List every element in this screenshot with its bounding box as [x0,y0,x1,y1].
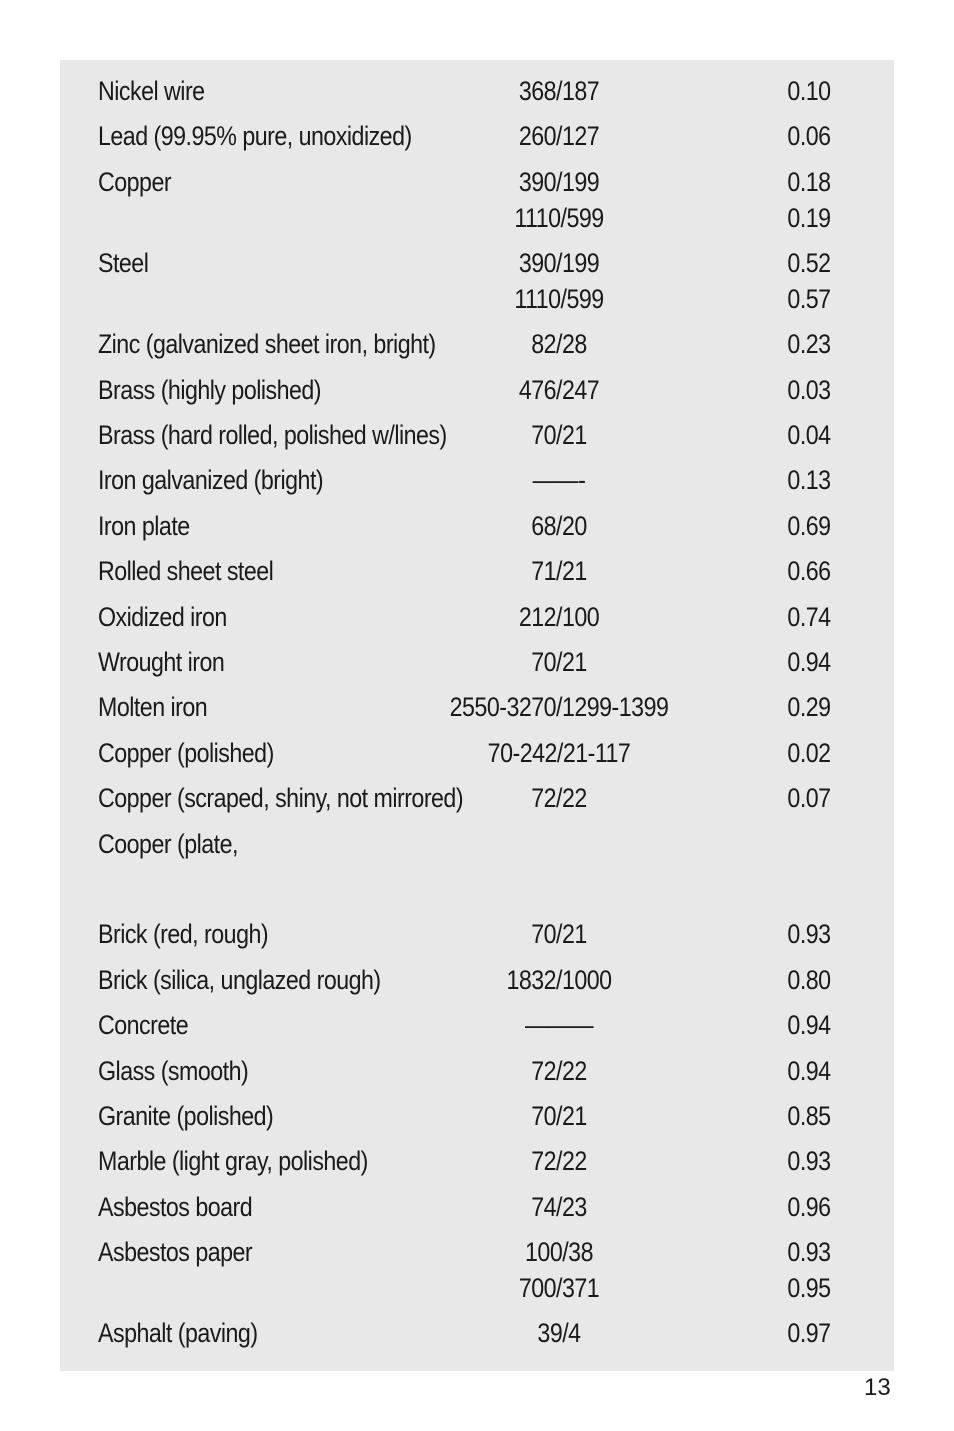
emissivity-value: 0.94 [787,1010,831,1040]
material-name: Copper (polished) [98,738,274,768]
material-name: Rolled sheet steel [98,556,274,586]
emissivity-value: 0.66 [787,556,831,586]
emissivity-value: 0.13 [787,465,831,495]
temperature-value: 70/21 [531,647,587,677]
material-name: Concrete [98,1010,189,1040]
material-name: Molten iron [98,692,208,722]
temperature-value: 2550-3270/1299-1399 [449,692,669,722]
emissivity-value: 0.04 [787,420,831,450]
temperature-value: 390/199 [518,167,600,197]
material-name: Granite (polished) [98,1101,274,1131]
temperature-value: 1832/1000 [506,965,612,995]
material-name: Asbestos board [98,1192,253,1222]
material-name: Lead (99.95% pure, unoxidized) [98,121,412,151]
temperature-value: 1110/599 [514,284,604,314]
material-name: Asphalt (paving) [98,1318,258,1348]
material-name: Copper (scraped, shiny, not mirrored) [98,783,464,813]
material-name: Cooper (plate, [98,829,238,859]
temperature-value: 390/199 [518,248,600,278]
material-name: Copper [98,167,172,197]
temperature-value: 260/127 [518,121,600,151]
temperature-value: 68/20 [531,511,587,541]
temperature-value: 70/21 [531,420,587,450]
material-name: Asbestos paper [98,1237,253,1267]
temperature-value: 71/21 [531,556,587,586]
emissivity-value: 0.57 [787,284,831,314]
emissivity-value: 0.23 [787,329,831,359]
emissivity-value: 0.94 [787,647,831,677]
emissivity-value: 0.74 [787,602,831,632]
temperature-value: 476/247 [518,375,600,405]
temperature-value: 72/22 [531,1146,587,1176]
material-name: Iron plate [98,511,190,541]
page-number: 13 [864,1374,891,1401]
material-name: Wrought iron [98,647,225,677]
material-name: Nickel wire [98,76,205,106]
emissivity-value: 0.95 [787,1273,831,1303]
material-name: Iron galvanized (bright) [98,465,324,495]
emissivity-value: 0.19 [787,203,831,233]
emissivity-value: 0.96 [787,1192,831,1222]
temperature-value: 700/371 [518,1273,600,1303]
temperature-value: 72/22 [531,1056,587,1086]
temperature-value: 39/4 [537,1318,581,1348]
temperature-value: 74/23 [531,1192,587,1222]
emissivity-value: 0.94 [787,1056,831,1086]
emissivity-value: 0.07 [787,783,831,813]
emissivity-value: 0.85 [787,1101,831,1131]
emissivity-value: 0.69 [787,511,831,541]
emissivity-value: 0.03 [787,375,831,405]
temperature-value: 1110/599 [514,203,604,233]
emissivity-value: 0.06 [787,121,831,151]
emissivity-value: 0.93 [787,919,831,949]
material-name: Steel [98,248,149,278]
emissivity-value: 0.18 [787,167,831,197]
material-name: Brick (red, rough) [98,919,269,949]
material-name: Brick (silica, unglazed rough) [98,965,381,995]
emissivity-value: 0.02 [787,738,831,768]
emissivity-value: 0.93 [787,1237,831,1267]
temperature-value: 72/22 [531,783,587,813]
material-name: Oxidized iron [98,602,227,632]
material-name: Zinc (galvanized sheet iron, bright) [98,329,436,359]
material-name: Brass (highly polished) [98,375,322,405]
temperature-value: 70/21 [531,1101,587,1131]
temperature-value: ——- [532,465,586,495]
emissivity-value: 0.80 [787,965,831,995]
material-name: Brass (hard rolled, polished w/lines) [98,420,447,450]
material-name: Glass (smooth) [98,1056,249,1086]
temperature-value: 70/21 [531,919,587,949]
material-name: Marble (light gray, polished) [98,1146,368,1176]
temperature-value: 82/28 [531,329,587,359]
temperature-value: 70-242/21-117 [487,738,631,768]
emissivity-value: 0.97 [787,1318,831,1348]
emissivity-value: 0.93 [787,1146,831,1176]
temperature-value: ——— [524,1010,594,1040]
temperature-value: 368/187 [518,76,600,106]
temperature-value: 100/38 [525,1237,593,1267]
emissivity-value: 0.52 [787,248,831,278]
emissivity-value: 0.10 [787,76,831,106]
temperature-value: 212/100 [518,602,600,632]
emissivity-table [60,60,894,1371]
emissivity-value: 0.29 [787,692,831,722]
